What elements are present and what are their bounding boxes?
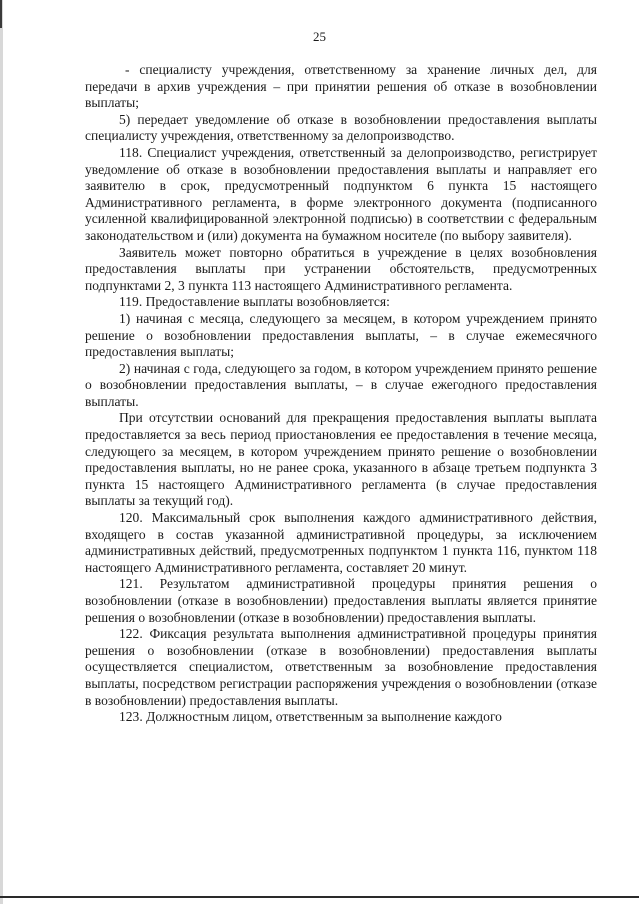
bottom-scan-border xyxy=(0,896,639,898)
paragraph: 1) начиная с месяца, следующего за месяцем, в котором учреждением принято решение о возобновлении предоставления выплаты, – в случае ежемесячного предоставления выплаты; xyxy=(85,310,597,360)
paragraph: 118. Специалист учреждения, ответственный за делопроизводство, регистрирует уведомление об отказе в возобновлении предоставления выплаты и направляет его заявителю в срок, предусмотренный подпунктом 6 пункта 15 настоящего Административного регламента, в форме электронного документа (подписанного усиленной квалифицированной электронной подписью) в соответствии с федеральным законодательством и (или) документа на бумажном носителе (по выбору заявителя). xyxy=(85,144,597,243)
paragraph: - специалисту учреждения, ответственному за хранение личных дел, для передачи в архив учреждения – при принятии решения об отказе в возобновлении выплаты; xyxy=(85,62,597,111)
document-body xyxy=(85,62,597,726)
paragraph: 123. Должностным лицом, ответственным за выполнение каждого xyxy=(119,709,502,725)
paragraph: 122. Фиксация результата выполнения административной процедуры принятия решения о возобновлении (отказе в возобновлении) предоставления выплаты осуществляется специалистом, ответственным за возобновление предоставления выплаты, посредством регистрации распоряжения учреждения о возобновлении (отказе в возобновлении) предоставления выплаты. xyxy=(85,626,597,708)
paragraph: 2) начиная с года, следующего за годом, в котором учреждением принято решение о возобновлении предоставления выплаты, – в случае ежегодного предоставления выплаты. xyxy=(85,360,597,409)
paragraph: При отсутствии оснований для прекращения предоставления выплаты выплата предоставляется за весь период приостановления ее предоставления в течение месяца, следующего за месяцем, в котором учреждением принято решение о возобновлении предоставления выплаты, но не ранее срока, указанного в абзаце третьем подпункта 3 пункта 15 настоящего Административного регламента (в случае предоставления выплаты за текущий год). xyxy=(85,410,597,509)
paragraph: 119. Предоставление выплаты возобновляется: xyxy=(119,294,390,310)
paragraph: Заявитель может повторно обратиться в учреждение в целях возобновления предоставления выплаты при устранении обстоятельств, предусмотренных подпунктами 2, 3 пункта 113 настоящего Административного регламента. xyxy=(85,244,597,293)
paragraph: 121. Результатом административной процедуры принятия решения о возобновлении (отказе в возобновлении) предоставления выплаты является принятие решения о возобновлении (отказе в возобновлении) предоставления выплаты. xyxy=(85,576,597,625)
paragraph: 120. Максимальный срок выполнения каждого административного действия, входящего в состав указанной административной процедуры, за исключением административных действий, предусмотренных подпунктом 1 пункта 116, пунктом 118 настоящего Административного регламента, составляет 20 минут. xyxy=(85,510,597,575)
paragraph: 5) передает уведомление об отказе в возобновлении предоставления выплаты специалисту учреждения, ответственному за делопроизводство. xyxy=(85,111,597,144)
scan-edge-artifact xyxy=(0,0,3,904)
page-number: 25 xyxy=(313,29,326,44)
